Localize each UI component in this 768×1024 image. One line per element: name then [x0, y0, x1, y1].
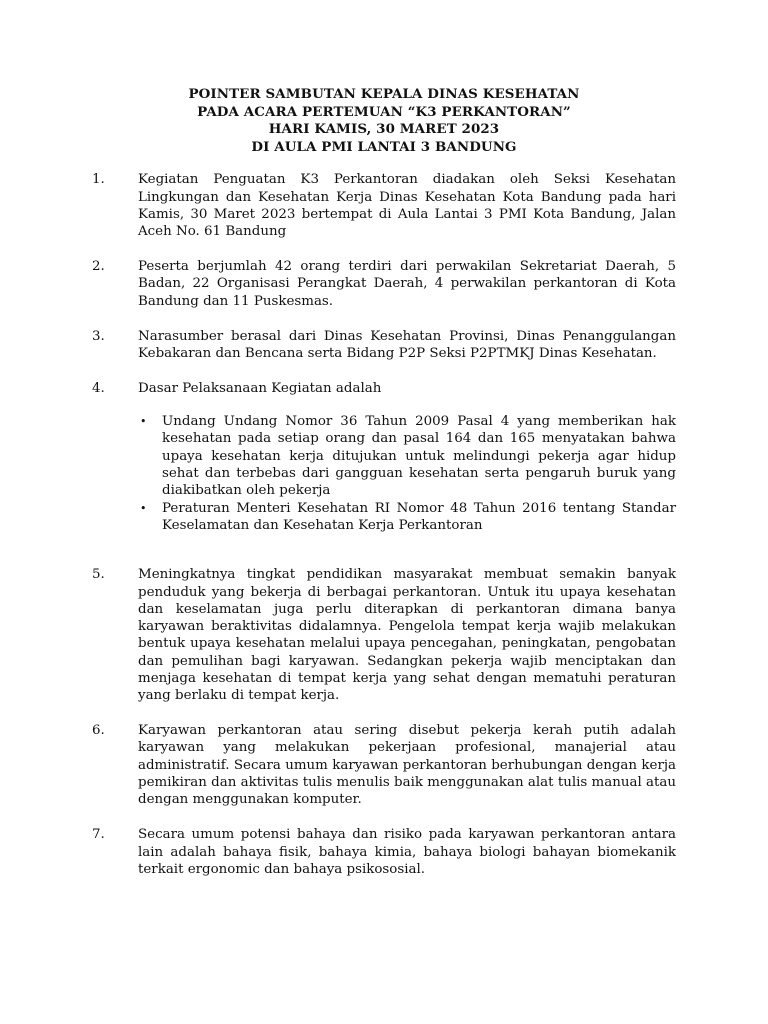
item-text: Dasar Pelaksanaan Kegiatan adalah [138, 380, 382, 396]
document-title [92, 86, 676, 156]
bullet-text: Undang Undang Nomor 36 Tahun 2009 Pasal 4 yang memberikan hak kesehatan pada setiap orang dan pasal 164 dan 165 menyatakan bahwa upaya kesehatan kerja ditujukan untuk melindungi pekerja agar hidup sehat dan terbebas dari gangguan kesehatan serta pengaruh buruk yang diakibatkan oleh pekerja [162, 414, 676, 499]
list-item-5 [92, 566, 676, 704]
item-number: 2. [92, 259, 105, 275]
bullet-text: Peraturan Menteri Kesehatan RI Nomor 48 Tahun 2016 tentang Standar Keselamatan dan Kesehatan Kerja Perkantoran [162, 500, 676, 533]
bullet-item-1 [138, 413, 676, 499]
list-item-2 [92, 258, 676, 310]
list-item-7 [92, 826, 676, 878]
item-text: Karyawan perkantoran atau sering disebut pekerja kerah putih adalah karyawan yang melakukan pekerjaan profesional, manajerial atau administratif. Secara umum karyawan perkantoran berhubungan dengan kerja pemikiran dan aktivitas tulis menulis baik menggunakan alat tulis manual atau dengan menggunakan komputer. [138, 723, 676, 808]
list-item-6 [92, 722, 676, 808]
item-text: Meningkatnya tingkat pendidikan masyarakat membuat semakin banyak penduduk yang bekerja di berbagai perkantoran. Untuk itu upaya kesehatan dan keselamatan juga perlu diterapkan di perkantoran dimana banya karyawan beraktivitas didalamnya. Pengelola tempat kerja wajib melakukan bentuk upaya kesehatan melalui upaya pencegahan, peningkatan, pengobatan dan pemulihan bagi karyawan. Sedangkan pekerja wajib menciptakan dan menjaga kesehatan di tempat kerja yang sehat dengan mematuhi peraturan yang berlaku di tempat kerja. [138, 567, 676, 704]
spacer [138, 534, 676, 550]
item-text: Kegiatan Penguatan K3 Perkantoran diadakan oleh Seksi Kesehatan Lingkungan dan Kesehatan Kerja Dinas Kesehatan Kota Bandung pada hari Kamis, 30 Maret 2023 bertempat di Aula Lantai 3 PMI Kota Bandung, Jalan Aceh No. 61 Bandung [138, 172, 676, 240]
bullet-icon: • [140, 501, 147, 515]
item-number: 5. [92, 567, 105, 583]
item-number: 7. [92, 827, 105, 843]
item-number: 3. [92, 328, 105, 344]
title-line-4: DI AULA PMI LANTAI 3 BANDUNG [251, 138, 517, 155]
bullet-list [138, 413, 676, 534]
bullet-icon: • [140, 415, 147, 429]
item-number: 4. [92, 380, 105, 396]
item-text: Peserta berjumlah 42 orang terdiri dari perwakilan Sekretariat Daerah, 5 Badan, 22 Organisasi Perangkat Daerah, 4 perwakilan perkantoran di Kota Bandung dan 11 Puskesmas. [138, 259, 676, 309]
list-item-1 [92, 171, 676, 240]
item-text: Narasumber berasal dari Dinas Kesehatan Provinsi, Dinas Penanggulangan Kebakaran dan Bencana serta Bidang P2P Seksi P2PTMKJ Dinas Kesehatan. [138, 328, 676, 361]
item-number: 6. [92, 723, 105, 739]
numbered-list [92, 171, 676, 878]
list-item-4 [92, 380, 676, 550]
item-number: 1. [92, 172, 105, 188]
bullet-item-2 [138, 500, 676, 535]
title-line-2: PADA ACARA PERTEMUAN “K3 PERKANTORAN” [197, 103, 571, 120]
item-text: Secara umum potensi bahaya dan risiko pada karyawan perkantoran antara lain adalah bahaya fisik, bahaya kimia, bahaya biologi bahayan biomekanik terkait ergonomic dan bahaya psikososial. [138, 827, 676, 877]
list-item-3 [92, 328, 676, 363]
title-line-1: POINTER SAMBUTAN KEPALA DINAS KESEHATAN [188, 86, 580, 102]
title-line-3: HARI KAMIS, 30 MARET 2023 [268, 121, 500, 138]
